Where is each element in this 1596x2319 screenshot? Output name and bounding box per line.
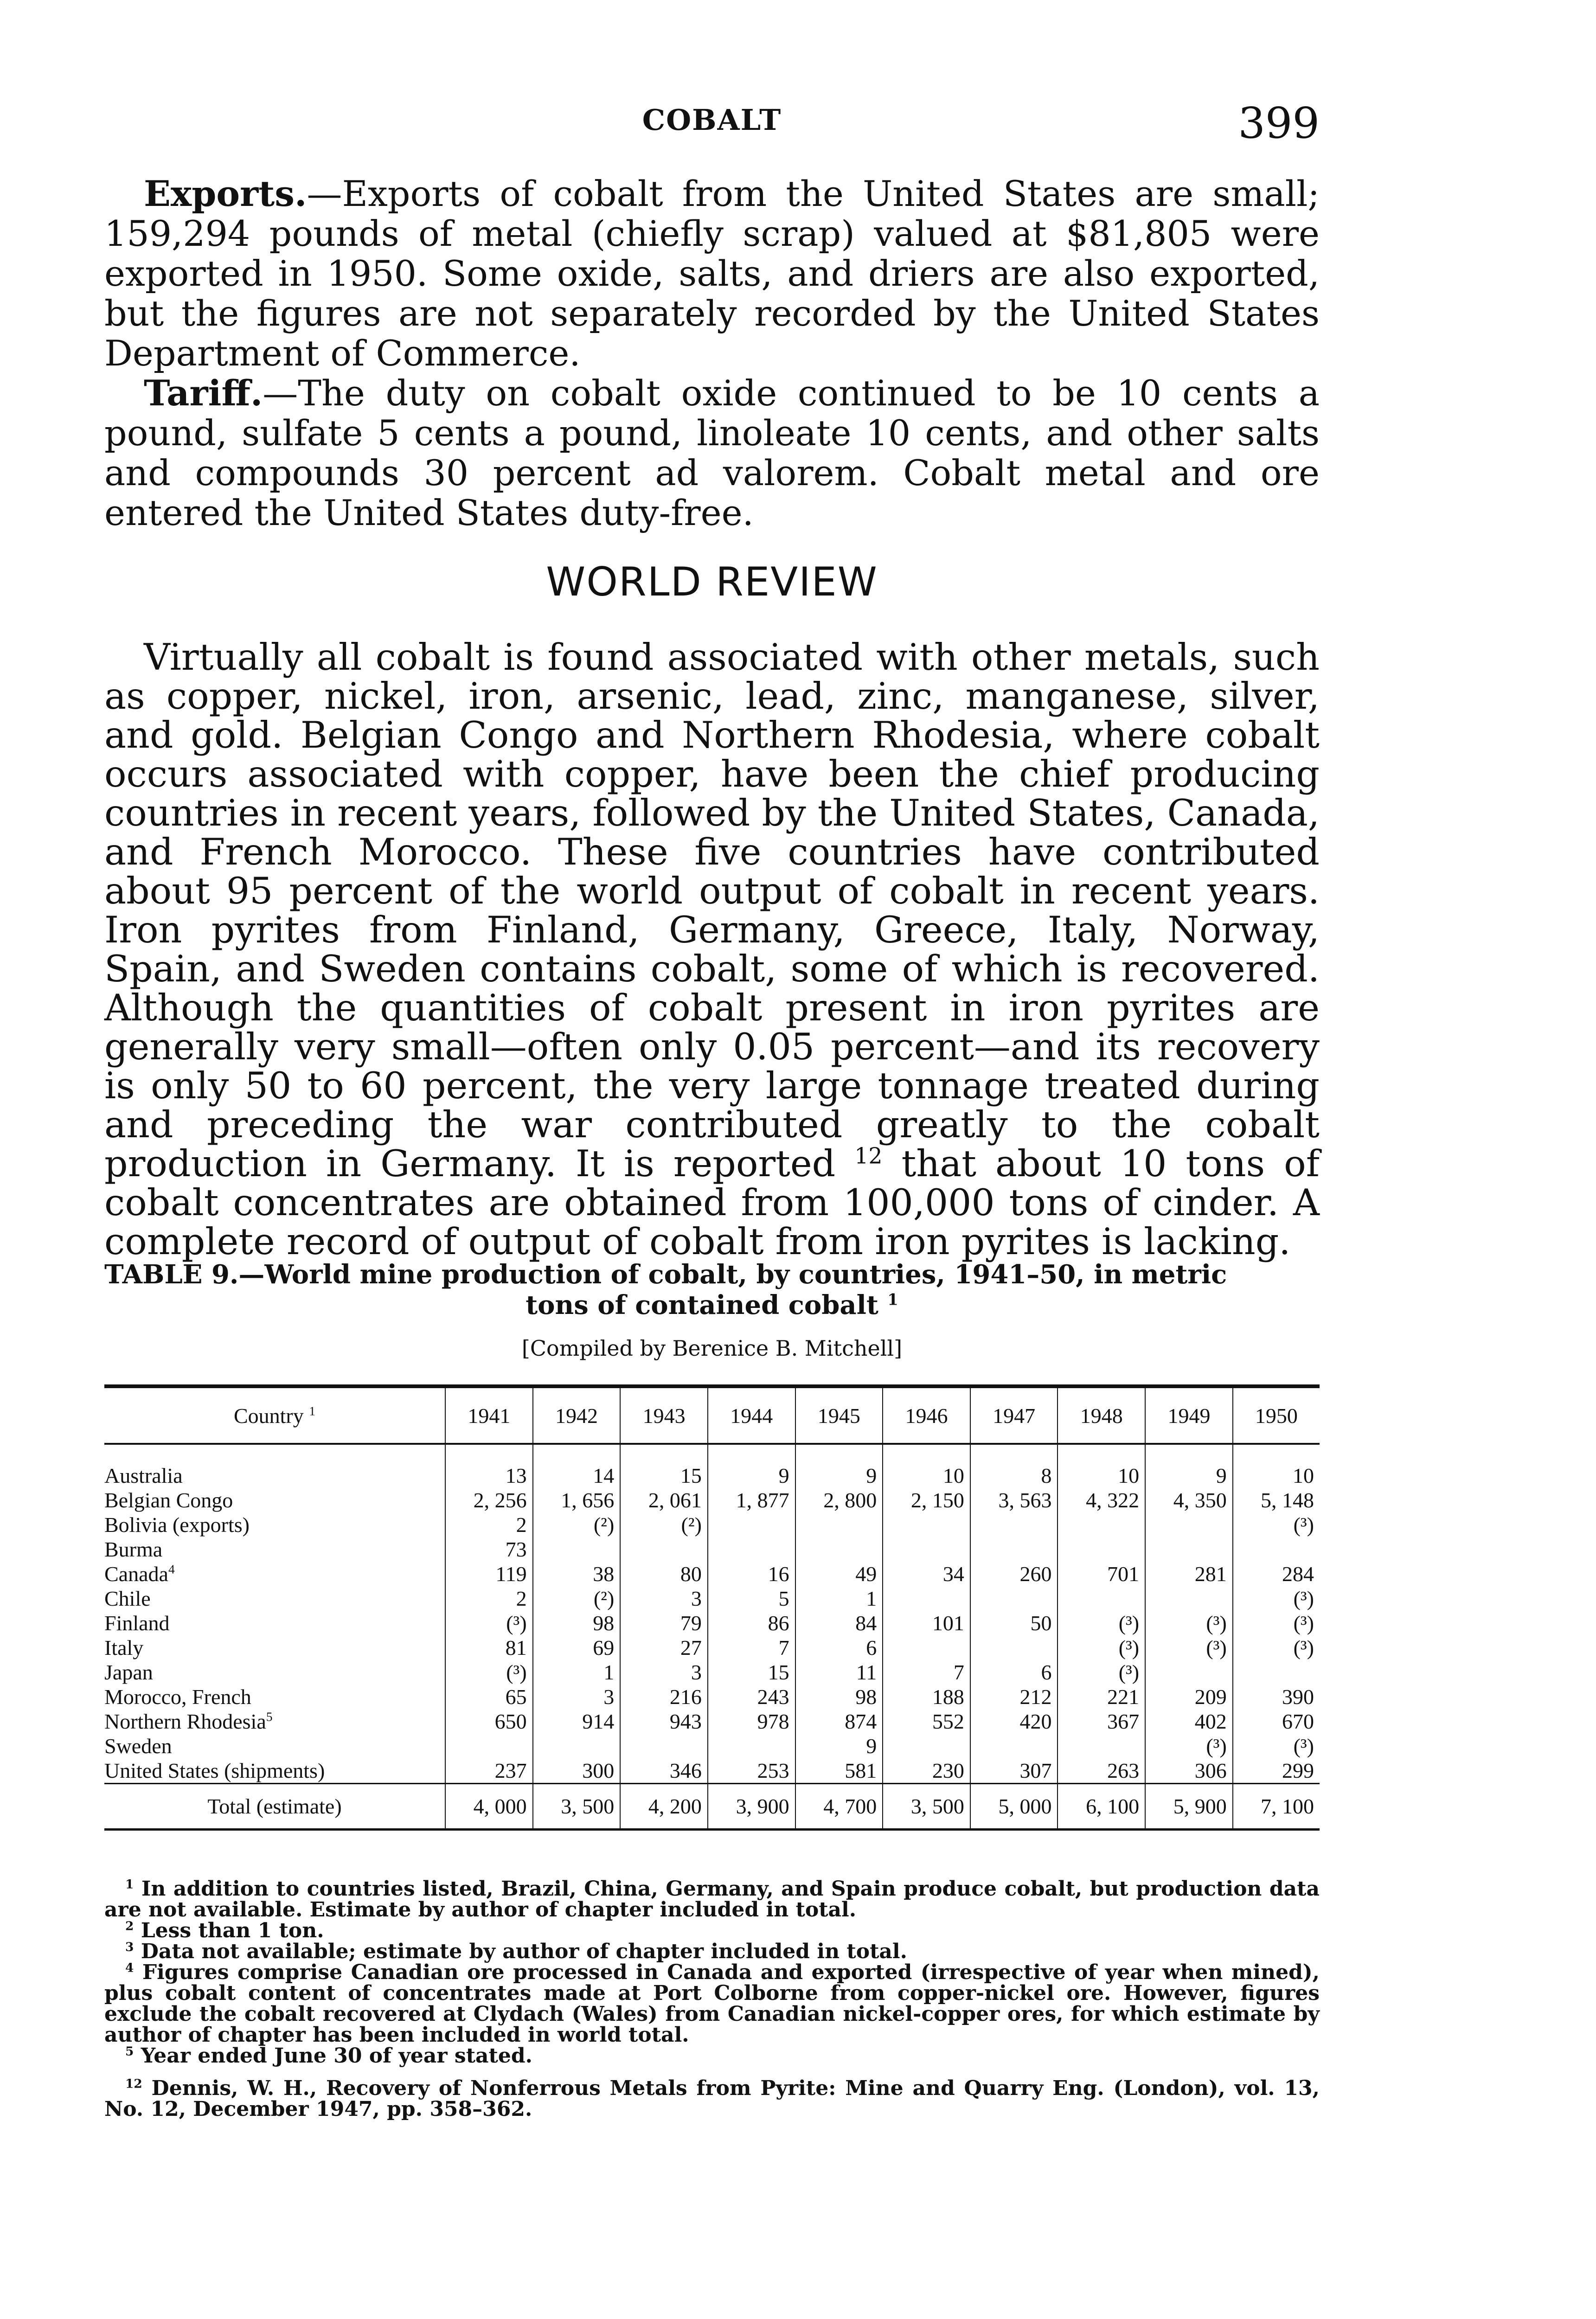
value-cell: 3, 563 (970, 1488, 1058, 1512)
value-cell (1058, 1734, 1145, 1758)
value-cell: 188 (883, 1685, 970, 1709)
country-name: Northern Rhodesia (104, 1710, 266, 1733)
value-cell: 15 (708, 1660, 795, 1685)
world-review-paragraph (104, 638, 1320, 1261)
value-cell: 209 (1145, 1685, 1233, 1709)
value-cell: (²) (533, 1512, 621, 1537)
value-cell: 300 (533, 1758, 621, 1784)
value-cell: 65 (445, 1685, 533, 1709)
country-name: Australia (104, 1464, 183, 1487)
year-column-header: 1941 (445, 1386, 533, 1444)
value-cell: 670 (1233, 1709, 1320, 1734)
footnote-mark: 12 (125, 2076, 142, 2091)
footnotes (104, 1878, 1320, 2120)
value-cell: 5, 148 (1233, 1488, 1320, 1512)
value-cell: 15 (620, 1444, 708, 1488)
value-cell (970, 1635, 1058, 1660)
table-row (104, 1734, 1320, 1758)
value-cell: 216 (620, 1685, 708, 1709)
value-cell (1145, 1660, 1233, 1685)
value-cell (795, 1537, 883, 1562)
value-cell (708, 1512, 795, 1537)
footnote (104, 1920, 1320, 1941)
world-review-section (104, 638, 1320, 1261)
country-cell (104, 1562, 445, 1586)
total-value-cell: 4, 000 (445, 1784, 533, 1830)
production-table (104, 1384, 1320, 1831)
value-cell: 49 (795, 1562, 883, 1586)
value-cell: 230 (883, 1758, 970, 1784)
table-body (104, 1444, 1320, 1830)
table-compiled-by: [Compiled by Berenice B. Mitchell] (521, 1336, 903, 1361)
year-column-header: 1949 (1145, 1386, 1233, 1444)
value-cell (883, 1734, 970, 1758)
footnote (104, 1941, 1320, 1962)
country-cell (104, 1488, 445, 1512)
table-row (104, 1537, 1320, 1562)
table-caption (104, 1259, 1320, 1320)
value-cell: 4, 322 (1058, 1488, 1145, 1512)
footnote-mark: 3 (125, 1940, 134, 1954)
value-cell (883, 1635, 970, 1660)
section-title: WORLD REVIEW (546, 559, 878, 605)
year-column-header: 1943 (620, 1386, 708, 1444)
value-cell (1058, 1512, 1145, 1537)
country-header-label: Country (233, 1403, 304, 1428)
country-name: Canada (104, 1562, 168, 1586)
table-caption-line1: TABLE 9.—World mine production of cobalt, by countries, 1941–50, in metric (104, 1259, 1227, 1290)
total-value-cell: 7, 100 (1233, 1784, 1320, 1830)
value-cell: 6 (795, 1635, 883, 1660)
value-cell: 7 (708, 1635, 795, 1660)
total-value-cell: 5, 000 (970, 1784, 1058, 1830)
country-column-header (104, 1386, 445, 1444)
value-cell: 80 (620, 1562, 708, 1586)
country-cell (104, 1685, 445, 1709)
value-cell: 978 (708, 1709, 795, 1734)
value-cell: 581 (795, 1758, 883, 1784)
country-name: Finland (104, 1611, 170, 1635)
page-header (104, 98, 1320, 149)
value-cell (533, 1734, 621, 1758)
value-cell: 101 (883, 1611, 970, 1635)
value-cell: (³) (1233, 1635, 1320, 1660)
page-number: 399 (1238, 98, 1320, 148)
table-row (104, 1488, 1320, 1512)
value-cell: 8 (970, 1444, 1058, 1488)
value-cell: 3 (533, 1685, 621, 1709)
value-cell: 263 (1058, 1758, 1145, 1784)
country-cell (104, 1660, 445, 1685)
table-row (104, 1512, 1320, 1537)
value-cell: 390 (1233, 1685, 1320, 1709)
value-cell: 552 (883, 1709, 970, 1734)
footnote-text: Data not available; estimate by author of chapter included in total. (134, 1940, 907, 1963)
year-column-header: 1942 (533, 1386, 621, 1444)
value-cell: (²) (620, 1512, 708, 1537)
value-cell: 914 (533, 1709, 621, 1734)
country-ref: 5 (266, 1709, 273, 1724)
value-cell (1058, 1537, 1145, 1562)
value-cell: 367 (1058, 1709, 1145, 1734)
exports-lead: Exports. (144, 173, 307, 214)
value-cell: 3 (620, 1586, 708, 1611)
value-cell: 1, 877 (708, 1488, 795, 1512)
value-cell: 2, 061 (620, 1488, 708, 1512)
country-name: Belgian Congo (104, 1488, 233, 1512)
table-row (104, 1709, 1320, 1734)
value-cell: 237 (445, 1758, 533, 1784)
value-cell: 9 (795, 1734, 883, 1758)
value-cell: 119 (445, 1562, 533, 1586)
value-cell: (³) (1058, 1660, 1145, 1685)
country-cell (104, 1537, 445, 1562)
value-cell: (³) (445, 1611, 533, 1635)
value-cell: 11 (795, 1660, 883, 1685)
reference-footnote (104, 2078, 1320, 2120)
value-cell: 81 (445, 1635, 533, 1660)
value-cell: 284 (1233, 1562, 1320, 1586)
value-cell: 281 (1145, 1562, 1233, 1586)
value-cell (883, 1586, 970, 1611)
table-caption-line2-wrap (104, 1290, 1320, 1320)
footnote (104, 1962, 1320, 2045)
country-cell (104, 1444, 445, 1488)
value-cell: 2, 800 (795, 1488, 883, 1512)
value-cell: 4, 350 (1145, 1488, 1233, 1512)
footnote (104, 1878, 1320, 1920)
running-head: COBALT (642, 103, 782, 137)
value-cell: 5 (708, 1586, 795, 1611)
value-cell (1058, 1586, 1145, 1611)
value-cell (620, 1734, 708, 1758)
table-row (104, 1562, 1320, 1586)
footnote-text: Figures comprise Canadian ore processed in Canada and exported (irrespective of year when mined), plus cobalt content of concentrates made at Port Colborne from copper-nickel ore. However, figures exclude the cobalt recovered at Clydach (Wales) from Canadian nickel-copper ores, for which estimate by author of chapter has been included in world total. (104, 1960, 1320, 2047)
value-cell: 3 (620, 1660, 708, 1685)
value-cell: 73 (445, 1537, 533, 1562)
country-name: Japan (104, 1660, 153, 1684)
value-cell: (³) (1233, 1734, 1320, 1758)
world-review-text: Virtually all cobalt is found associated with other metals, such as copper, nickel, iron, arsenic, lead, zinc, manganese, silver, and gold. Belgian Congo and Northern Rhodesia, where cobalt occurs associated with copper, have been the chief producing countries in recent years, followed by the United States, Canada, and French Morocco. These five countries have contributed about 95 percent of the world output of cobalt in recent years. Iron pyrites from Finland, Germany, Greece, Italy, Norway, Spain, and Sweden contains cobalt, some of which is recovered. Although the quantities of cobalt present in iron pyrites are generally very small—often only 0.05 percent—and its recovery is only 50 to 60 percent, the very large tonnage treated during and preceding the war contributed greatly to the cobalt production in Germany. It is reported (104, 636, 1320, 1185)
total-value-cell: 3, 500 (533, 1784, 621, 1830)
footnote-text: Year ended June 30 of year stated. (134, 2044, 532, 2068)
value-cell (1145, 1512, 1233, 1537)
table-caption-ref: 1 (887, 1290, 898, 1309)
value-cell (1233, 1660, 1320, 1685)
table-header-row (104, 1386, 1320, 1444)
value-cell: 7 (883, 1660, 970, 1685)
value-cell: 2, 256 (445, 1488, 533, 1512)
total-value-cell: 6, 100 (1058, 1784, 1145, 1830)
exports-tariff-section (104, 174, 1320, 533)
footnote-text: In addition to countries listed, Brazil, China, Germany, and Spain produce cobalt, but production data are not available. Estimate by author of chapter included in total. (104, 1877, 1320, 1922)
year-column-header: 1944 (708, 1386, 795, 1444)
table-footnotes (104, 1878, 1320, 2066)
value-cell (970, 1537, 1058, 1562)
value-cell: 650 (445, 1709, 533, 1734)
value-cell (1145, 1586, 1233, 1611)
year-column-header: 1946 (883, 1386, 970, 1444)
value-cell: 84 (795, 1611, 883, 1635)
country-cell (104, 1611, 445, 1635)
value-cell: 34 (883, 1562, 970, 1586)
value-cell (708, 1734, 795, 1758)
country-cell (104, 1635, 445, 1660)
footnote-mark: 5 (125, 2044, 134, 2059)
value-cell: 50 (970, 1611, 1058, 1635)
value-cell: (³) (1233, 1512, 1320, 1537)
country-name: Bolivia (exports) (104, 1513, 250, 1537)
value-cell: 1 (795, 1586, 883, 1611)
footnote-text: Less than 1 ton. (134, 1919, 324, 1942)
value-cell: 701 (1058, 1562, 1145, 1586)
value-cell: 307 (970, 1758, 1058, 1784)
value-cell: 943 (620, 1709, 708, 1734)
value-cell: 2, 150 (883, 1488, 970, 1512)
value-cell: (³) (1145, 1635, 1233, 1660)
value-cell: 402 (1145, 1709, 1233, 1734)
country-name: Sweden (104, 1734, 172, 1758)
country-name: Morocco, French (104, 1685, 251, 1709)
value-cell: 2 (445, 1512, 533, 1537)
country-cell (104, 1709, 445, 1734)
value-cell: 1, 656 (533, 1488, 621, 1512)
year-column-header: 1950 (1233, 1386, 1320, 1444)
total-value-cell: 4, 700 (795, 1784, 883, 1830)
value-cell (1233, 1537, 1320, 1562)
value-cell: 420 (970, 1709, 1058, 1734)
table-row (104, 1611, 1320, 1635)
footnote-text: Dennis, W. H., Recovery of Nonferrous Metals from Pyrite: Mine and Quarry Eng. (London), vol. 13, No. 12, December 1947, pp. 358–362. (104, 2076, 1320, 2121)
table-row (104, 1444, 1320, 1488)
footnote-mark: 1 (125, 1877, 134, 1892)
value-cell: (³) (445, 1660, 533, 1685)
value-cell: 306 (1145, 1758, 1233, 1784)
table-row (104, 1685, 1320, 1709)
world-review-text-cont: that about 10 tons of cobalt concentrates are obtained from 100,000 tons of cinder. A complete record of output of cobalt from iron pyrites is lacking. (104, 1142, 1320, 1263)
value-cell: 9 (708, 1444, 795, 1488)
value-cell (970, 1512, 1058, 1537)
value-cell: 10 (1058, 1444, 1145, 1488)
value-cell: 874 (795, 1709, 883, 1734)
table-row (104, 1635, 1320, 1660)
total-label: Total (estimate) (104, 1784, 445, 1830)
exports-paragraph (104, 174, 1320, 373)
value-cell (883, 1537, 970, 1562)
value-cell: (³) (1145, 1734, 1233, 1758)
total-row (104, 1784, 1320, 1830)
value-cell: 10 (1233, 1444, 1320, 1488)
value-cell: 98 (533, 1611, 621, 1635)
value-cell: 1 (533, 1660, 621, 1685)
footnote-mark: 4 (125, 1960, 134, 1975)
country-cell (104, 1758, 445, 1784)
country-ref: 4 (168, 1562, 175, 1576)
value-cell: 27 (620, 1635, 708, 1660)
country-header-ref: 1 (309, 1403, 316, 1418)
value-cell: 346 (620, 1758, 708, 1784)
value-cell (533, 1537, 621, 1562)
value-cell (1145, 1537, 1233, 1562)
total-value-cell: 5, 900 (1145, 1784, 1233, 1830)
value-cell: 13 (445, 1444, 533, 1488)
value-cell: (³) (1058, 1611, 1145, 1635)
value-cell: 9 (1145, 1444, 1233, 1488)
country-name: Chile (104, 1587, 151, 1610)
value-cell: 14 (533, 1444, 621, 1488)
table-row (104, 1586, 1320, 1611)
value-cell: 79 (620, 1611, 708, 1635)
value-cell: 10 (883, 1444, 970, 1488)
value-cell: (³) (1233, 1586, 1320, 1611)
exports-text: —Exports of cobalt from the United States are small; 159,294 pounds of metal (chiefly scrap) valued at $81,805 were exported in 1950. Some oxide, salts, and driers are also exported, but the figures are not separately recorded by the United States Department of Commerce. (104, 173, 1320, 374)
value-cell (970, 1586, 1058, 1611)
value-cell: 2 (445, 1586, 533, 1611)
value-cell: 6 (970, 1660, 1058, 1685)
value-cell: 299 (1233, 1758, 1320, 1784)
table-row (104, 1758, 1320, 1784)
year-column-header: 1947 (970, 1386, 1058, 1444)
country-cell (104, 1734, 445, 1758)
reference-mark: 12 (854, 1143, 883, 1169)
year-column-header: 1948 (1058, 1386, 1145, 1444)
value-cell (970, 1734, 1058, 1758)
footnote-mark: 2 (125, 1919, 134, 1934)
tariff-lead: Tariff. (144, 372, 263, 414)
value-cell: 98 (795, 1685, 883, 1709)
value-cell: (³) (1145, 1611, 1233, 1635)
total-value-cell: 3, 500 (883, 1784, 970, 1830)
year-column-header: 1945 (795, 1386, 883, 1444)
tariff-text: —The duty on cobalt oxide continued to be 10 cents a pound, sulfate 5 cents a pound, linoleate 10 cents, and other salts and compounds 30 percent ad valorem. Cobalt metal and ore entered the United States duty-free. (104, 372, 1320, 533)
country-cell (104, 1586, 445, 1611)
value-cell (708, 1537, 795, 1562)
value-cell: 221 (1058, 1685, 1145, 1709)
value-cell: (³) (1058, 1635, 1145, 1660)
value-cell (795, 1512, 883, 1537)
country-name: Burma (104, 1537, 163, 1561)
value-cell: 260 (970, 1562, 1058, 1586)
value-cell: 69 (533, 1635, 621, 1660)
total-value-cell: 3, 900 (708, 1784, 795, 1830)
total-value-cell: 4, 200 (620, 1784, 708, 1830)
footnote (104, 2045, 1320, 2066)
tariff-paragraph (104, 373, 1320, 533)
value-cell (620, 1537, 708, 1562)
value-cell (445, 1734, 533, 1758)
country-cell (104, 1512, 445, 1537)
value-cell: 253 (708, 1758, 795, 1784)
value-cell: (²) (533, 1586, 621, 1611)
table-row (104, 1660, 1320, 1685)
value-cell (883, 1512, 970, 1537)
table-caption-line2: tons of contained cobalt (526, 1290, 878, 1320)
country-name: Italy (104, 1636, 144, 1659)
value-cell: 16 (708, 1562, 795, 1586)
value-cell: 212 (970, 1685, 1058, 1709)
value-cell: (³) (1233, 1611, 1320, 1635)
value-cell: 9 (795, 1444, 883, 1488)
value-cell: 243 (708, 1685, 795, 1709)
country-name: United States (shipments) (104, 1759, 325, 1782)
value-cell: 38 (533, 1562, 621, 1586)
value-cell: 86 (708, 1611, 795, 1635)
